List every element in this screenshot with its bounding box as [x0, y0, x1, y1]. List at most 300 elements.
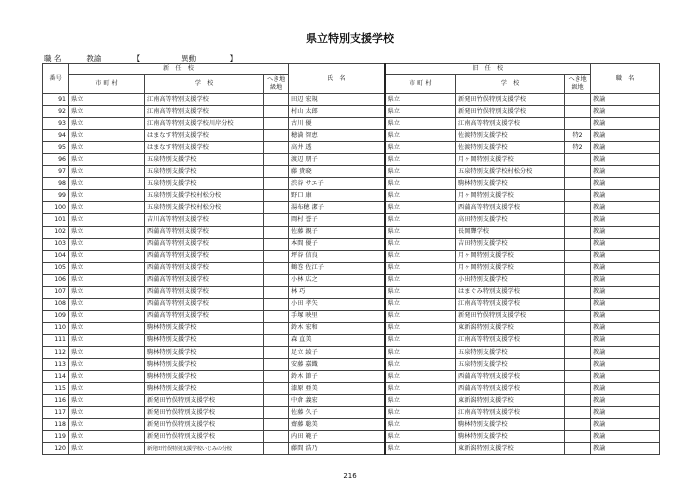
position: 教諭: [591, 178, 660, 190]
old-hekichi: [565, 262, 591, 274]
position: 教諭: [591, 142, 660, 154]
position: 教諭: [591, 226, 660, 238]
page-number: 216: [343, 472, 357, 480]
new-hekichi: [264, 106, 289, 118]
header-old-school: 旧 任 校: [385, 64, 591, 75]
new-hekichi: [264, 94, 289, 106]
new-hekichi: [264, 178, 289, 190]
position: 教諭: [591, 238, 660, 250]
teacher-name: 鶴巻 佐江子: [289, 262, 385, 274]
old-city: 県立: [385, 130, 456, 142]
old-hekichi: 特2: [565, 142, 591, 154]
old-school: 月ヶ岡特別支援学校: [456, 154, 565, 166]
teacher-name: 佐藤 親子: [289, 226, 385, 238]
new-city: 県立: [69, 226, 145, 238]
old-school: 新発田竹俣特別支援学校: [456, 94, 565, 106]
table-row: [43, 383, 660, 395]
table-row: [43, 238, 660, 250]
old-hekichi: [565, 298, 591, 310]
old-hekichi: [565, 178, 591, 190]
new-school: 西蒲高等特別支援学校: [145, 250, 264, 262]
old-city: 県立: [385, 142, 456, 154]
old-school: 小出特別支援学校: [456, 274, 565, 286]
old-school: 五泉特別支援学校村松分校: [456, 166, 565, 178]
row-number: 99: [43, 190, 69, 202]
new-city: 県立: [69, 130, 145, 142]
new-city: 県立: [69, 334, 145, 346]
old-city: 県立: [385, 262, 456, 274]
new-hekichi: [264, 346, 289, 358]
position: 教諭: [591, 359, 660, 371]
table-row: [43, 118, 660, 130]
table-row: [43, 178, 660, 190]
teacher-name: 高井 透: [289, 142, 385, 154]
new-city: 県立: [69, 94, 145, 106]
old-school: 佐渡特別支援学校: [456, 142, 565, 154]
old-city: 県立: [385, 178, 456, 190]
table-row: [43, 322, 660, 334]
old-school: 駒林特別支援学校: [456, 419, 565, 431]
table-row: [43, 142, 660, 154]
teacher-name: 田辺 宏規: [289, 94, 385, 106]
old-city: 県立: [385, 371, 456, 383]
new-school: 五泉特別支援学校村松分校: [145, 190, 264, 202]
teacher-name: 漆原 亜美: [289, 383, 385, 395]
old-school: 東新潟特別支援学校: [456, 395, 565, 407]
new-city: 県立: [69, 359, 145, 371]
new-hekichi: [264, 310, 289, 322]
new-city: 県立: [69, 298, 145, 310]
old-city: 県立: [385, 395, 456, 407]
table-row: [43, 190, 660, 202]
table-row: [43, 346, 660, 358]
teacher-name: 小田 孝矢: [289, 298, 385, 310]
new-hekichi: [264, 443, 289, 455]
old-city: 県立: [385, 94, 456, 106]
position: 教諭: [591, 262, 660, 274]
position: 教諭: [591, 431, 660, 443]
old-school: 江南高等特別支援学校: [456, 118, 565, 130]
table-row: [43, 274, 660, 286]
new-school: 西蒲高等特別支援学校: [145, 298, 264, 310]
teacher-name: 手塚 映里: [289, 310, 385, 322]
new-school: 江南高等特別支援学校: [145, 106, 264, 118]
teacher-name: 足立 綾子: [289, 346, 385, 358]
old-school: 長岡聾学校: [456, 226, 565, 238]
table-row: [43, 419, 660, 431]
position: 教諭: [591, 383, 660, 395]
old-city: 県立: [385, 346, 456, 358]
new-city: 県立: [69, 431, 145, 443]
old-school: 吉田特別支援学校: [456, 238, 565, 250]
header-number: 番号: [43, 64, 69, 94]
new-school: 駒林特別支援学校: [145, 371, 264, 383]
old-hekichi: [565, 286, 591, 298]
old-school: 新発田竹俣特別支援学校: [456, 310, 565, 322]
new-city: 県立: [69, 443, 145, 455]
row-number: 92: [43, 106, 69, 118]
row-number: 93: [43, 118, 69, 130]
new-school: 駒林特別支援学校: [145, 359, 264, 371]
old-hekichi: [565, 322, 591, 334]
position: 教諭: [591, 346, 660, 358]
header-new-hekichi: へき地級地: [264, 75, 289, 94]
header-new-school: 新 任 校: [69, 64, 289, 75]
new-school: 駒林特別支援学校: [145, 346, 264, 358]
new-hekichi: [264, 322, 289, 334]
old-hekichi: [565, 190, 591, 202]
position: 教諭: [591, 214, 660, 226]
old-hekichi: [565, 419, 591, 431]
new-hekichi: [264, 202, 289, 214]
position: 教諭: [591, 166, 660, 178]
new-hekichi: [264, 407, 289, 419]
table-row: [43, 407, 660, 419]
new-school: はまなす特別支援学校: [145, 130, 264, 142]
old-school: 江南高等特別支援学校: [456, 298, 565, 310]
new-school: 江南高等特別支援学校川岸分校: [145, 118, 264, 130]
old-city: 県立: [385, 431, 456, 443]
personnel-table: [42, 63, 660, 455]
new-hekichi: [264, 383, 289, 395]
new-hekichi: [264, 262, 289, 274]
row-number: 104: [43, 250, 69, 262]
old-hekichi: [565, 214, 591, 226]
old-hekichi: 特2: [565, 130, 591, 142]
old-city: 県立: [385, 383, 456, 395]
teacher-name: 渋谷 サエ子: [289, 178, 385, 190]
row-number: 115: [43, 383, 69, 395]
new-hekichi: [264, 118, 289, 130]
teacher-name: 安藤 嘉織: [289, 359, 385, 371]
old-school: 西蒲高等特別支援学校: [456, 371, 565, 383]
new-hekichi: [264, 238, 289, 250]
old-city: 県立: [385, 286, 456, 298]
new-school: 駒林特別支援学校: [145, 383, 264, 395]
bracket-close: 】: [229, 54, 238, 63]
old-hekichi: [565, 359, 591, 371]
old-hekichi: [565, 250, 591, 262]
table-row: [43, 310, 660, 322]
new-school: 西蒲高等特別支援学校: [145, 262, 264, 274]
new-school: 新発田竹俣特別支援学校: [145, 395, 264, 407]
row-number: 101: [43, 214, 69, 226]
table-row: [43, 106, 660, 118]
position: 教諭: [591, 130, 660, 142]
new-hekichi: [264, 395, 289, 407]
teacher-name: 野口 康: [289, 190, 385, 202]
row-number: 112: [43, 346, 69, 358]
position: 教諭: [591, 322, 660, 334]
old-city: 県立: [385, 419, 456, 431]
old-hekichi: [565, 334, 591, 346]
row-number: 111: [43, 334, 69, 346]
old-hekichi: [565, 383, 591, 395]
teacher-name: 齋藤 聡美: [289, 419, 385, 431]
teacher-name: 森 直美: [289, 334, 385, 346]
position: 教諭: [591, 154, 660, 166]
table-row: [43, 202, 660, 214]
new-city: 県立: [69, 395, 145, 407]
new-school: 西蒲高等特別支援学校: [145, 310, 264, 322]
new-hekichi: [264, 298, 289, 310]
old-hekichi: [565, 202, 591, 214]
row-number: 114: [43, 371, 69, 383]
table-row: [43, 443, 660, 455]
row-number: 103: [43, 238, 69, 250]
old-city: 県立: [385, 190, 456, 202]
new-hekichi: [264, 142, 289, 154]
new-city: 県立: [69, 250, 145, 262]
teacher-name: 湯布穂 潔子: [289, 202, 385, 214]
new-school: 五泉特別支援学校: [145, 154, 264, 166]
new-city: 県立: [69, 322, 145, 334]
row-number: 97: [43, 166, 69, 178]
new-city: 県立: [69, 166, 145, 178]
teacher-name: 藤間 浩乃: [289, 443, 385, 455]
old-school: 月ヶ岡特別支援学校: [456, 262, 565, 274]
old-school: 東新潟特別支援学校: [456, 322, 565, 334]
old-city: 県立: [385, 118, 456, 130]
new-hekichi: [264, 334, 289, 346]
table-row: [43, 334, 660, 346]
old-city: 県立: [385, 202, 456, 214]
new-school: 新発田竹俣特別支援学校: [145, 407, 264, 419]
new-hekichi: [264, 419, 289, 431]
shokumei-value: 教諭: [86, 54, 102, 63]
teacher-name: 穂満 智恵: [289, 130, 385, 142]
new-hekichi: [264, 166, 289, 178]
table-row: [43, 250, 660, 262]
table-row: [43, 395, 660, 407]
teacher-name: 藤 貴晓: [289, 166, 385, 178]
table-body: [43, 94, 660, 455]
old-school: 月ヶ岡特別支援学校: [456, 190, 565, 202]
row-number: 116: [43, 395, 69, 407]
old-hekichi: [565, 310, 591, 322]
row-number: 105: [43, 262, 69, 274]
row-number: 119: [43, 431, 69, 443]
teacher-name: 村山 太郎: [289, 106, 385, 118]
old-city: 県立: [385, 443, 456, 455]
row-number: 102: [43, 226, 69, 238]
position: 教諭: [591, 118, 660, 130]
new-hekichi: [264, 154, 289, 166]
old-school: 東新潟特別支援学校: [456, 443, 565, 455]
table-row: [43, 226, 660, 238]
new-city: 県立: [69, 214, 145, 226]
new-city: 県立: [69, 371, 145, 383]
old-hekichi: [565, 226, 591, 238]
new-city: 県立: [69, 274, 145, 286]
old-city: 県立: [385, 250, 456, 262]
table-row: [43, 214, 660, 226]
table-row: [43, 166, 660, 178]
new-school: 五泉特別支援学校村松分校: [145, 202, 264, 214]
teacher-name: 中倉 義宏: [289, 395, 385, 407]
old-school: 江南高等特別支援学校: [456, 334, 565, 346]
position: 教諭: [591, 94, 660, 106]
new-city: 県立: [69, 142, 145, 154]
old-city: 県立: [385, 226, 456, 238]
new-hekichi: [264, 130, 289, 142]
new-hekichi: [264, 371, 289, 383]
new-city: 県立: [69, 419, 145, 431]
new-school: はまなす特別支援学校: [145, 142, 264, 154]
table-row: [43, 286, 660, 298]
row-number: 91: [43, 94, 69, 106]
teacher-name: 佐藤 久子: [289, 407, 385, 419]
old-city: 県立: [385, 154, 456, 166]
new-city: 県立: [69, 106, 145, 118]
old-school: 五泉特別支援学校: [456, 359, 565, 371]
new-city: 県立: [69, 407, 145, 419]
row-number: 118: [43, 419, 69, 431]
new-school: 西蒲高等特別支援学校: [145, 274, 264, 286]
position: 教諭: [591, 407, 660, 419]
teacher-name: 林 巧: [289, 286, 385, 298]
teacher-name: 鈴木 節子: [289, 371, 385, 383]
teacher-name: 坪谷 信良: [289, 250, 385, 262]
shokumei-label: 職 名: [44, 54, 62, 63]
old-city: 県立: [385, 238, 456, 250]
new-school: 新発田竹俣特別支援学校: [145, 431, 264, 443]
teacher-name: 渡辺 朋子: [289, 154, 385, 166]
bracket-open: 【: [132, 54, 141, 63]
new-city: 県立: [69, 154, 145, 166]
new-city: 県立: [69, 238, 145, 250]
old-school: 佐渡特別支援学校: [456, 130, 565, 142]
position: 教諭: [591, 443, 660, 455]
header-old-school-name: 学 校: [456, 75, 565, 94]
old-school: 駒林特別支援学校: [456, 431, 565, 443]
position: 教諭: [591, 395, 660, 407]
table-row: [43, 130, 660, 142]
new-city: 県立: [69, 286, 145, 298]
new-city: 県立: [69, 383, 145, 395]
old-school: 西蒲高等特別支援学校: [456, 202, 565, 214]
table-row: [43, 298, 660, 310]
table-row: [43, 371, 660, 383]
teacher-name: 鈴木 宏和: [289, 322, 385, 334]
teacher-name: 内田 範子: [289, 431, 385, 443]
old-city: 県立: [385, 359, 456, 371]
new-city: 県立: [69, 346, 145, 358]
old-hekichi: [565, 274, 591, 286]
old-city: 県立: [385, 322, 456, 334]
table-row: [43, 154, 660, 166]
new-school: 駒林特別支援学校: [145, 334, 264, 346]
new-hekichi: [264, 274, 289, 286]
new-hekichi: [264, 431, 289, 443]
teacher-name: 小林 広之: [289, 274, 385, 286]
old-city: 県立: [385, 298, 456, 310]
new-school: 吉川高等特別支援学校: [145, 214, 264, 226]
teacher-name: 古川 優: [289, 118, 385, 130]
old-school: 西蒲高等特別支援学校: [456, 383, 565, 395]
position: 教諭: [591, 419, 660, 431]
old-city: 県立: [385, 214, 456, 226]
old-school: 新発田竹俣特別支援学校: [456, 106, 565, 118]
new-hekichi: [264, 190, 289, 202]
header-new-city: 市 町 村: [69, 75, 145, 94]
new-school: 西蒲高等特別支援学校: [145, 238, 264, 250]
old-hekichi: [565, 346, 591, 358]
new-hekichi: [264, 250, 289, 262]
position: 教諭: [591, 250, 660, 262]
table-row: [43, 262, 660, 274]
old-hekichi: [565, 106, 591, 118]
old-school: 五泉特別支援学校: [456, 346, 565, 358]
new-city: 県立: [69, 202, 145, 214]
old-hekichi: [565, 371, 591, 383]
new-city: 県立: [69, 118, 145, 130]
old-city: 県立: [385, 310, 456, 322]
page-title: 県立特別支援学校: [306, 32, 394, 45]
teacher-name: 本間 優子: [289, 238, 385, 250]
position: 教諭: [591, 286, 660, 298]
old-school: はまぐみ特別支援学校: [456, 286, 565, 298]
table-row: [43, 359, 660, 371]
old-hekichi: [565, 118, 591, 130]
new-hekichi: [264, 214, 289, 226]
old-city: 県立: [385, 274, 456, 286]
position: 教諭: [591, 190, 660, 202]
row-number: 106: [43, 274, 69, 286]
new-city: 県立: [69, 190, 145, 202]
category-label: 異動: [181, 54, 197, 63]
row-number: 96: [43, 154, 69, 166]
header-old-hekichi: へき地級地: [565, 75, 591, 94]
new-school: 五泉特別支援学校: [145, 178, 264, 190]
table-row: [43, 431, 660, 443]
row-number: 94: [43, 130, 69, 142]
row-number: 95: [43, 142, 69, 154]
new-school: 西蒲高等特別支援学校: [145, 226, 264, 238]
new-hekichi: [264, 359, 289, 371]
old-school: 月ヶ岡特別支援学校: [456, 250, 565, 262]
row-number: 110: [43, 322, 69, 334]
old-city: 県立: [385, 106, 456, 118]
old-school: 江南高等特別支援学校: [456, 407, 565, 419]
old-city: 県立: [385, 166, 456, 178]
old-hekichi: [565, 395, 591, 407]
header-name: 氏 名: [289, 64, 385, 94]
position: 教諭: [591, 334, 660, 346]
old-hekichi: [565, 94, 591, 106]
row-number: 117: [43, 407, 69, 419]
row-number: 120: [43, 443, 69, 455]
old-city: 県立: [385, 334, 456, 346]
new-school: 新発田竹俣特別支援学校いじみの分校: [145, 443, 264, 455]
new-hekichi: [264, 226, 289, 238]
position: 教諭: [591, 202, 660, 214]
header-position: 職 名: [591, 64, 660, 94]
new-school: 駒林特別支援学校: [145, 322, 264, 334]
teacher-name: 岡村 誉子: [289, 214, 385, 226]
header-old-city: 市 町 村: [385, 75, 456, 94]
new-city: 県立: [69, 178, 145, 190]
row-number: 109: [43, 310, 69, 322]
position: 教諭: [591, 310, 660, 322]
table-row: [43, 94, 660, 106]
position: 教諭: [591, 298, 660, 310]
row-number: 108: [43, 298, 69, 310]
old-hekichi: [565, 443, 591, 455]
old-hekichi: [565, 431, 591, 443]
old-school: 高田特別支援学校: [456, 214, 565, 226]
new-school: 五泉特別支援学校: [145, 166, 264, 178]
